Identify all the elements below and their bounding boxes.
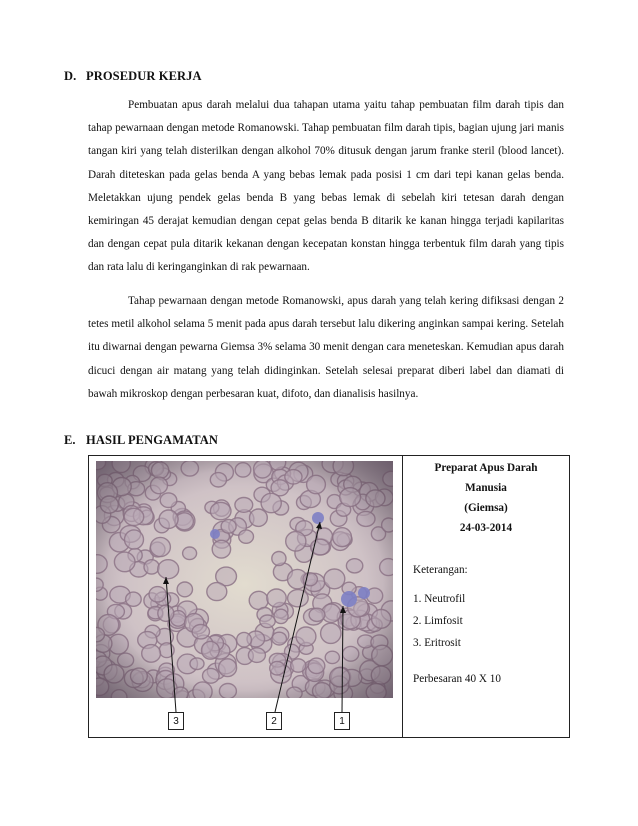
- label-limfosit: 2: [266, 712, 282, 730]
- legend-item-neutrofil: 1. Neutrofil: [413, 593, 466, 605]
- photo-cell: [89, 456, 402, 737]
- section-e-number: E.: [64, 433, 76, 447]
- section-d-heading: [64, 69, 202, 84]
- preparat-title: [403, 458, 569, 538]
- keterangan-label: Keterangan:: [413, 564, 468, 576]
- legend-item-eritrosit: 3. Eritrosit: [413, 637, 461, 649]
- label-eritrosit: 3: [168, 712, 184, 730]
- info-cell: [403, 456, 569, 737]
- title-line-2: Manusia: [465, 482, 507, 494]
- procedure-paragraph-1: Pembuatan apus darah melalui dua tahapan utama yaitu tahap pembuatan film darah tipis dan tahap pewarnaan dengan metode Romanowski. Tahap pembuatan film darah tipis, bagian ujung jari manis tangan kiri yang telah disterilkan dengan alkohol 70% ditusuk dengan jarum franke steril (blood lancet). Darah diteteskan pada gelas benda A yang bebas lemak pada posisi 1 cm dari tepi kanan gelas benda. Meletakkan ujung pendek gelas benda B yang bebas lemak di sebelah kiri tetesan darah dengan kemiringan 45 derajat kemudian dengan cepat gelas benda B ditarik ke kanan hingga terjadi kapilaritas dan dengan cepat pula ditarik kekanan dengan kecepatan konstan hingga terbentuk film darah yang tipis dan rata lalu di keringanginkan di rak pewarnaan.: [88, 99, 564, 274]
- magnification-text: Perbesaran 40 X 10: [413, 673, 501, 685]
- procedure-paragraph-2: Tahap pewarnaan dengan metode Romanowski, apus darah yang telah kering difiksasi dengan 2 tetes metil alkohol selama 5 menit pada apus darah tersebut lalu dikering anginkan sampai kering. Setelah itu diwarnai dengan pewarna Giemsa 3% selama 30 menit dengan cara meneteskan. Kemudian apus darah dicuci dengan air matang yang telah didinginkan. Setelah selesai preparat diberi label dan diamati di bawah mikroskop dengan perbesaran kuat, difoto, dan dianalisis hasilnya.: [88, 295, 564, 400]
- observation-table: [88, 455, 570, 738]
- title-line-1: Preparat Apus Darah: [434, 462, 538, 474]
- section-e-heading: [64, 433, 218, 448]
- legend-list: [413, 588, 465, 654]
- section-e-title: HASIL PENGAMATAN: [86, 433, 219, 447]
- title-line-3: (Giemsa): [464, 502, 508, 514]
- label-neutrofil: 1: [334, 712, 350, 730]
- section-d-number: D.: [64, 69, 77, 83]
- legend-item-limfosit: 2. Limfosit: [413, 615, 463, 627]
- title-line-4: 24-03-2014: [459, 522, 513, 534]
- section-d-title: PROSEDUR KERJA: [86, 69, 202, 83]
- blood-smear-micrograph: [96, 461, 393, 698]
